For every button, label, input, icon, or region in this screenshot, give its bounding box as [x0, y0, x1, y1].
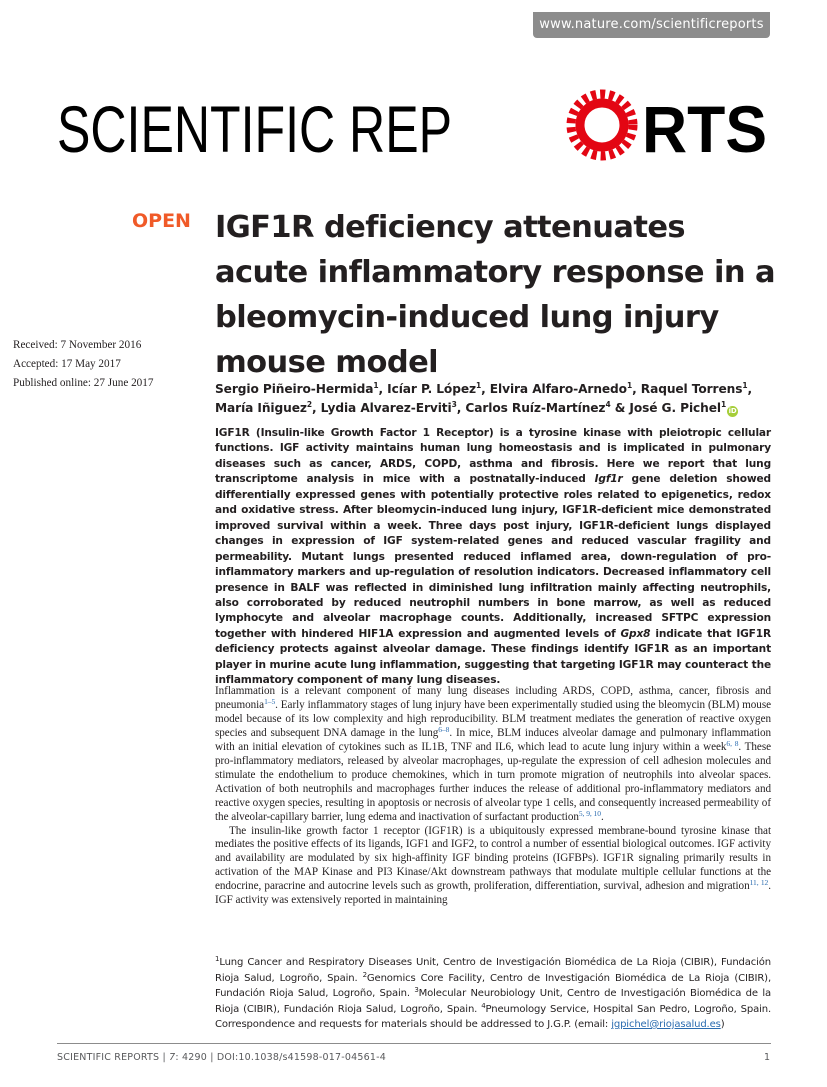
author-affiliation-marker: 1 [373, 381, 379, 390]
affiliation-text: Genomics Core Facility, Centro de Investigación Biomédica de La Rioja (CIBIR), Fundación Rioja Salud, Logroño, Spain. [215, 972, 771, 999]
footer-divider [57, 1043, 771, 1044]
author-list [215, 380, 775, 417]
footer-separator: | [206, 1052, 217, 1063]
gene-name: Gpx8 [620, 627, 651, 640]
citation-link: 11, 12 [749, 878, 769, 888]
published-date: Published online: 27 June 2017 [13, 377, 154, 389]
author-affiliation-marker: 2 [306, 399, 312, 409]
journal-url-banner[interactable]: www.nature.com/scientificreports [533, 12, 770, 38]
journal-logo [57, 88, 777, 172]
gear-o-icon [571, 94, 633, 156]
body-paragraph-1: Inflammation is a relevant component of many lung diseases including ARDS, COPD, asthma, cancer, fibrosis and pneumonia$^{1-5}$. Early inflammatory stages of lung injury have been experimentally studied using the bleomycin (BLM) mouse model because of its low complexity and high reproducibility. BLM treatment mediates the generation of reactive oxygen species and subsequent DNA damage in the lung$^{6-8}$. In mice, BLM induces alveolar damage and pulmonary inflammation with an initial elevation of cytokines such as IL1B, TNF and IL6, which lead to acute lung injury within a week$^{6, 8}$. These pro-inflammatory mediators, released by alveolar macrophages, up-regulate the expression of cell adhesion molecules and stimulate the endothelium to produce chemokines, which in turn promote migration of neutrophils into alveolar spaces. Activation of both neutrophils and macrophages further induces the release of additional pro-inflammatory mediators and reactive oxygen species, resulting in apoptosis or necrosis of alveolar type 1 cells, and consequently increased permeability of the alveolar-capillary barrier, lung edema and inactivation of surfactant production$^{5, 9, 10}$. [215, 685, 771, 823]
page-number: 1 [763, 1052, 770, 1063]
open-access-label: OPEN [132, 210, 191, 232]
footer-volume: 7 [169, 1052, 176, 1063]
orcid-icon: iD [728, 406, 737, 415]
affiliation-number: 3 [414, 986, 419, 994]
footer-article-number: : 4290 [175, 1052, 207, 1063]
footer-separator: | [159, 1052, 170, 1063]
author-name: Carlos Ruíz-Martínez [465, 400, 606, 415]
correspondence-email[interactable]: jgpichel@riojasalud.es [611, 1019, 721, 1030]
author-affiliation-marker: 1 [721, 399, 727, 409]
author-separator: , [378, 382, 388, 396]
author-name: María Iñiguez [215, 400, 307, 415]
affiliation-text: Lung Cancer and Respiratory Diseases Unit, Centro de Investigación Biomédica de La Rioja (CIBIR), Fundación Rioja Salud, Logroño, Spain. [215, 957, 771, 984]
author-separator: & [610, 400, 630, 415]
logo-text-part1: SCIENTIFIC REP [57, 92, 452, 166]
article-title: IGF1R deficiency attenuates acute inflammatory response in a bleomycin-induced lung injury mouse model [215, 210, 775, 380]
citation-link: 6, 8 [726, 738, 739, 748]
author-affiliation-marker: 1 [742, 381, 748, 390]
author-separator: , [632, 382, 641, 396]
body-text [215, 685, 771, 908]
author-name: José G. Pichel [629, 400, 721, 415]
gene-name: Igf1r [594, 473, 623, 486]
footer-citation [57, 1052, 386, 1063]
author-name: Lydia Alvarez-Erviti [320, 400, 452, 415]
author-affiliation-marker: 1 [626, 381, 633, 390]
affiliation-number: 2 [362, 970, 367, 979]
author-affiliation-marker: 1 [475, 381, 482, 390]
affiliations: $^1$Lung Cancer and Respiratory Diseases Unit, Centro de Investigación Biomédica de La Rioja (CIBIR), Fundación Rioja Salud, Logroño, Spain. $^2$Genomics Core Facility, Centro de Investigación Biomédica de La Rioja (CIBIR), Fundación Rioja Salud, Logroño, Spain. $^3$Molecular Neurobiology Unit, Centro de Investigación Biomédica de la Rioja (CIBIR), Fundación Rioja Salud, Logroño, Spain. $^4$Pneumology Service, Hospital San Pedro, Logroño, Spain. Correspondence and requests for materials should be addressed to J.G.P. (email: jgpichel@riojasalud.es) [215, 955, 772, 1030]
author-separator: , [311, 400, 321, 415]
article-dates [13, 336, 203, 393]
author-affiliation-marker: 4 [605, 399, 611, 409]
affiliation-number: 4 [481, 1001, 486, 1010]
author-separator: , [481, 382, 490, 396]
author-separator: , [456, 400, 466, 415]
citation-link: 5, 9, 10 [578, 808, 601, 818]
author-name: Elvira Alfaro-Arnedo [489, 382, 627, 396]
affiliation-text: Molecular Neurobiology Unit, Centro de Investigación Biomédica de la Rioja (CIBIR), Fundación Rioja Salud, Logroño, Spain. [215, 988, 771, 1015]
body-paragraph-2: The insulin-like growth factor 1 receptor (IGF1R) is a ubiquitously expressed membrane-bound tyrosine kinase that mediates the positive effects of its ligands, IGF1 and IGF2, to control a number of essential biological outcomes. IGF activity and availability are modulated by six high-affinity IGF binding proteins (IGFBPs). IGF1R signaling primarily results in activation of the MAP Kinase and PI3 Kinase/Akt downstream pathways that modulate multiple cellular functions at the endocrine, paracrine and autocrine levels such as growth, proliferation, differentiation, survival, adhesion and migration$^{11, 12}$. IGF activity was extensively reported in maintaining [215, 824, 772, 907]
author-name: Sergio Piñeiro-Hermida [215, 382, 374, 396]
author-separator: , [747, 382, 753, 396]
footer-doi[interactable]: DOI:10.1038/s41598-017-04561-4 [216, 1052, 386, 1063]
footer-journal: SCIENTIFIC REPORTS [57, 1052, 160, 1063]
citation-link: 6–8 [438, 724, 450, 734]
citation-link: 1–5 [264, 696, 276, 706]
received-date: Received: 7 November 2016 [13, 339, 142, 351]
author-affiliation-marker: 3 [451, 399, 457, 409]
affiliation-text: Pneumology Service, Hospital San Pedro, Logroño, Spain. Correspondence and requests for materials should be addressed to J.G.P. (email: [215, 1003, 772, 1030]
abstract: IGF1R (Insulin-like Growth Factor 1 Receptor) is a tyrosine kinase with pleiotropic cellular functions. IGF activity maintains human lung homeostasis and is implicated in pulmonary diseases such as cancer, ARDS, COPD, asthma and fibrosis. Here we report that lung transcriptome analysis in mice with a postnatally-induced Igf1r gene deletion showed differentially expressed genes with potentially protective roles related to epigenetics, redox and oxidative stress. After bleomycin-induced lung injury, IGF1R-deficient mice demonstrated improved survival within a week. Three days post injury, IGF1R-deficient lungs displayed changes in expression of IGF system-related genes and reduced vascular fragility and permeability. Mutant lungs presented reduced inflamed area, down-regulation of pro-inflammatory markers and up-regulation of resolution indicators. Decreased inflammatory cell presence in BALF was reflected in diminished lung infiltration mainly affecting neutrophils, also corroborated by reduced neutrophil numbers in bone marrow, as well as reduced lymphocyte and alveolar macrophage counts. Additionally, increased SFTPC expression together with hindered HIF1A expression and augmented levels of Gpx8 indicate that IGF1R deficiency protects against alveolar damage. These findings identify IGF1R as an important player in murine acute lung inflammation, suggesting that targeting IGF1R may counteract the inflammatory component of many lung diseases. [215, 427, 771, 687]
author-name: Raquel Torrens [640, 382, 743, 396]
author-name: Icíar P. López [387, 382, 476, 396]
accepted-date: Accepted: 17 May 2017 [13, 358, 121, 370]
journal-masthead [57, 88, 777, 172]
logo-text-part2: RTS [642, 92, 767, 166]
affiliation-number: 1 [215, 955, 220, 963]
